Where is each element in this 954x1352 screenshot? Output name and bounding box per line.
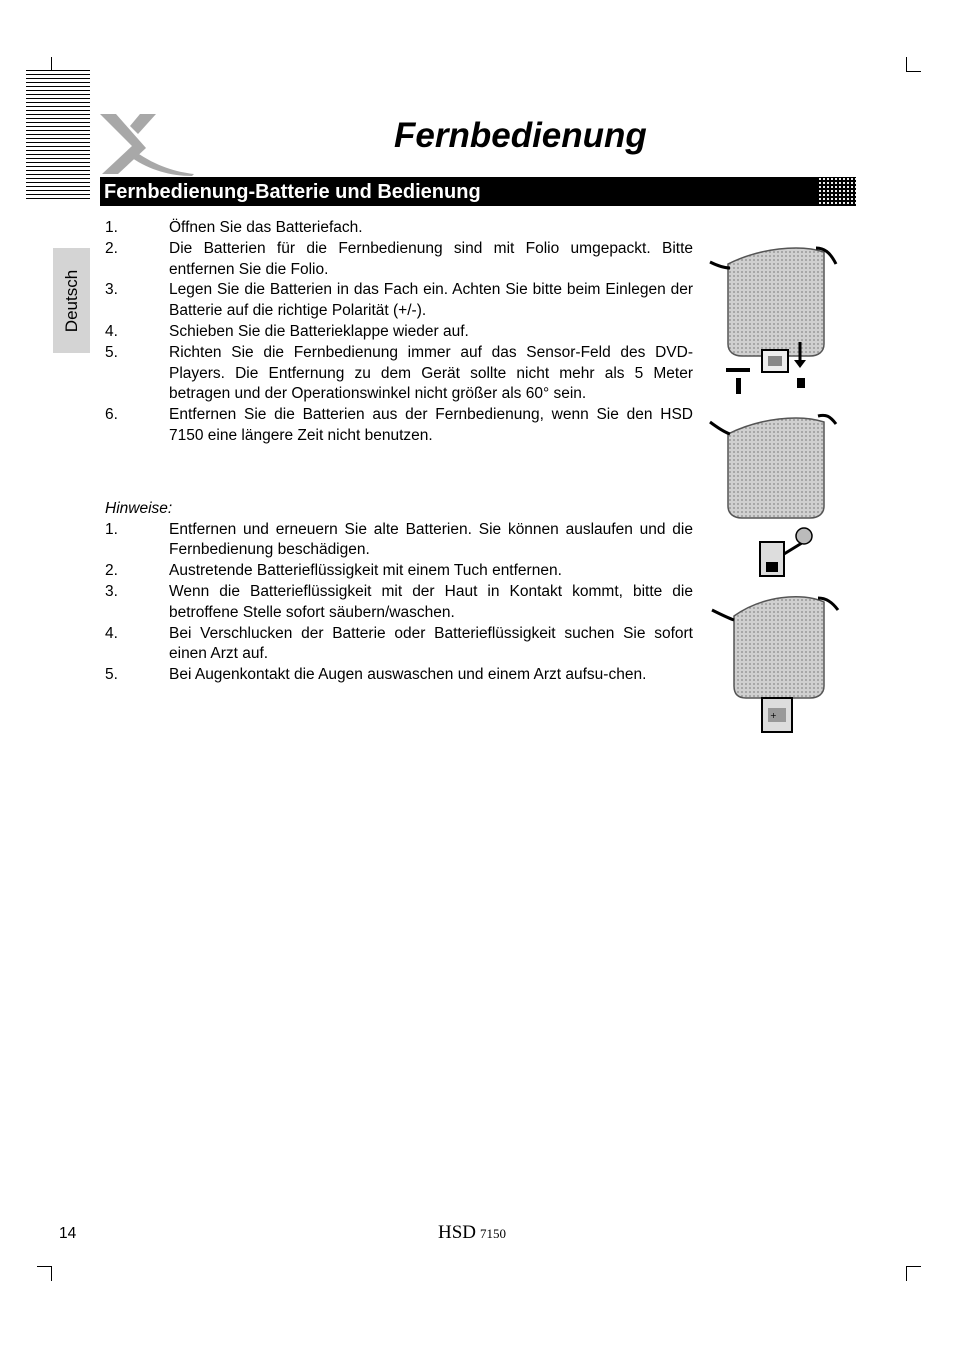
step-text: Legen Sie die Batterien in das Fach ein. Achten Sie bitte beim Einlegen der Batterie auf die richtige Polarität (+/-). — [169, 281, 693, 320]
step-number: 2. — [105, 239, 118, 257]
xoro-logo-icon — [96, 104, 196, 176]
step-number: 3. — [105, 281, 118, 299]
step-number: 4. — [105, 322, 118, 340]
page-title: Fernbedienung — [394, 116, 647, 155]
step-number: 6. — [105, 406, 118, 424]
note-item — [105, 582, 693, 624]
note-item — [105, 624, 693, 666]
page-number: 14 — [59, 1225, 77, 1242]
note-item — [105, 520, 693, 562]
step-text: Öffnen Sie das Batteriefach. — [169, 219, 363, 236]
crop-mark-bottom-left — [37, 1266, 52, 1281]
step-item — [105, 343, 693, 405]
note-text: Austretende Batterieflüssigkeit mit einem Tuch entfernen. — [169, 562, 562, 580]
note-number: 4. — [105, 624, 118, 642]
step-item — [105, 280, 693, 322]
svg-text:+: + — [770, 711, 777, 720]
header-stripes — [26, 70, 90, 200]
step-item — [105, 322, 693, 343]
note-text: Wenn die Batterieflüssigkeit mit der Haut in Kontakt kommt, bitte die betroffene Stelle sofort säubern/waschen. — [169, 582, 693, 621]
note-number: 5. — [105, 666, 118, 684]
notes-title: Hinweise: — [105, 499, 173, 517]
main-content — [105, 218, 693, 686]
step-item — [105, 405, 693, 447]
note-number: 1. — [105, 520, 118, 538]
language-tab — [53, 248, 90, 353]
note-number: 2. — [105, 562, 118, 580]
crop-mark-bottom-right — [906, 1266, 921, 1281]
step-text: Schieben Sie die Batterieklappe wieder auf. — [169, 322, 469, 340]
step-item — [105, 218, 693, 239]
step-text: Entfernen Sie die Batterien aus der Fernbedienung, wenn Sie den HSD 7150 eine längere Zeit nicht benutzen. — [169, 406, 693, 444]
footer-model — [438, 1222, 506, 1244]
step-text: Die Batterien für die Fernbedienung sind mit Folio umgepackt. Bitte entfernen Sie die Folio. — [169, 239, 693, 278]
section-header-bar — [100, 177, 856, 206]
step-text: Richten Sie die Fernbedienung immer auf das Sensor-Feld des DVD-Players. Die Entfernung zu dem Gerät sollte nicht mehr als 5 Meter betragen und der Operationswinkel nicht größer als 60° sein. — [169, 343, 693, 403]
note-text: Bei Verschlucken der Batterie oder Batterieflüssigkeit suchen Sie sofort einen Arzt auf. — [169, 624, 693, 663]
note-text: Entfernen und erneuern Sie alte Batterien. Sie können auslaufen und die Fernbedienung beschädigen. — [169, 520, 693, 559]
footer-model-number: 7150 — [480, 1226, 507, 1241]
step-number: 1. — [105, 219, 118, 236]
step-item — [105, 239, 693, 281]
note-item — [105, 561, 693, 582]
crop-mark-top-right — [906, 57, 921, 72]
language-tab-label: Deutsch — [61, 269, 81, 332]
step-number: 5. — [105, 343, 118, 361]
footer-model-name: HSD — [438, 1222, 477, 1243]
note-item — [105, 665, 693, 686]
section-title: Fernbedienung-Batterie und Bedienung — [104, 181, 481, 203]
note-number: 3. — [105, 582, 118, 600]
remote-battery-illustration-icon — [700, 238, 858, 743]
note-text: Bei Augenkontakt die Augen auswaschen und einem Arzt aufsu-chen. — [169, 666, 647, 684]
section-bar-dots — [818, 177, 856, 206]
